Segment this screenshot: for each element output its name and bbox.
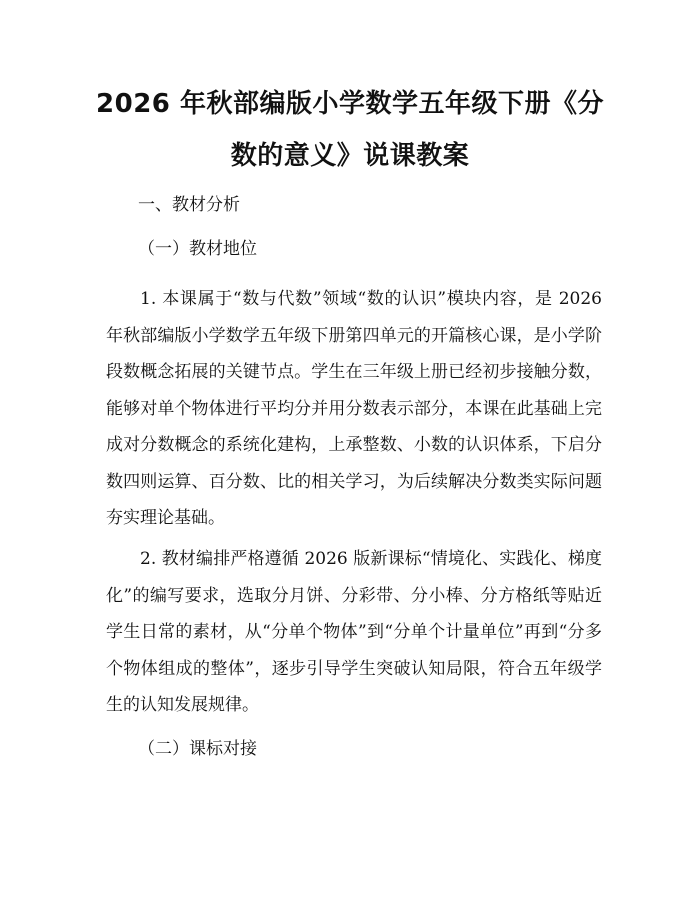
subsection-heading-textbook-position: （一）教材地位 bbox=[138, 239, 257, 259]
section-heading-textbook-analysis: 一、教材分析 bbox=[138, 195, 240, 215]
paragraph-1: 1. 本课属于“数与代数”领域“数的认识”模块内容，是 2026 年秋部编版小学数学五年级下册第四单元的开篇核心课，是小学阶段数概念拓展的关键节点。学生在三年级上册已经初步接触分数，能够对单个物体进行平均分并用分数表示部分，本课在此基础上完成对分数概念的系统化建构，上承整数、小数的认识体系，下启分数四则运算、百分数、比的相关学习，为后续解决分数类实际问题夯实理论基础。 bbox=[106, 289, 602, 528]
document-title: 2026 年秋部编版小学数学五年级下册《分数的意义》说课教案 bbox=[96, 89, 604, 171]
subsection-heading-curriculum-standards: （二）课标对接 bbox=[138, 739, 257, 759]
paragraph-2: 2. 教材编排严格遵循 2026 版新课标“情境化、实践化、梯度化”的编写要求，选取分月饼、分彩带、分小棒、分方格纸等贴近学生日常的素材，从“分单个物体”到“分单个计量单位”再到“分多个物体组成的整体”，逐步引导学生突破认知局限，符合五年级学生的认知发展规律。 bbox=[106, 549, 602, 715]
